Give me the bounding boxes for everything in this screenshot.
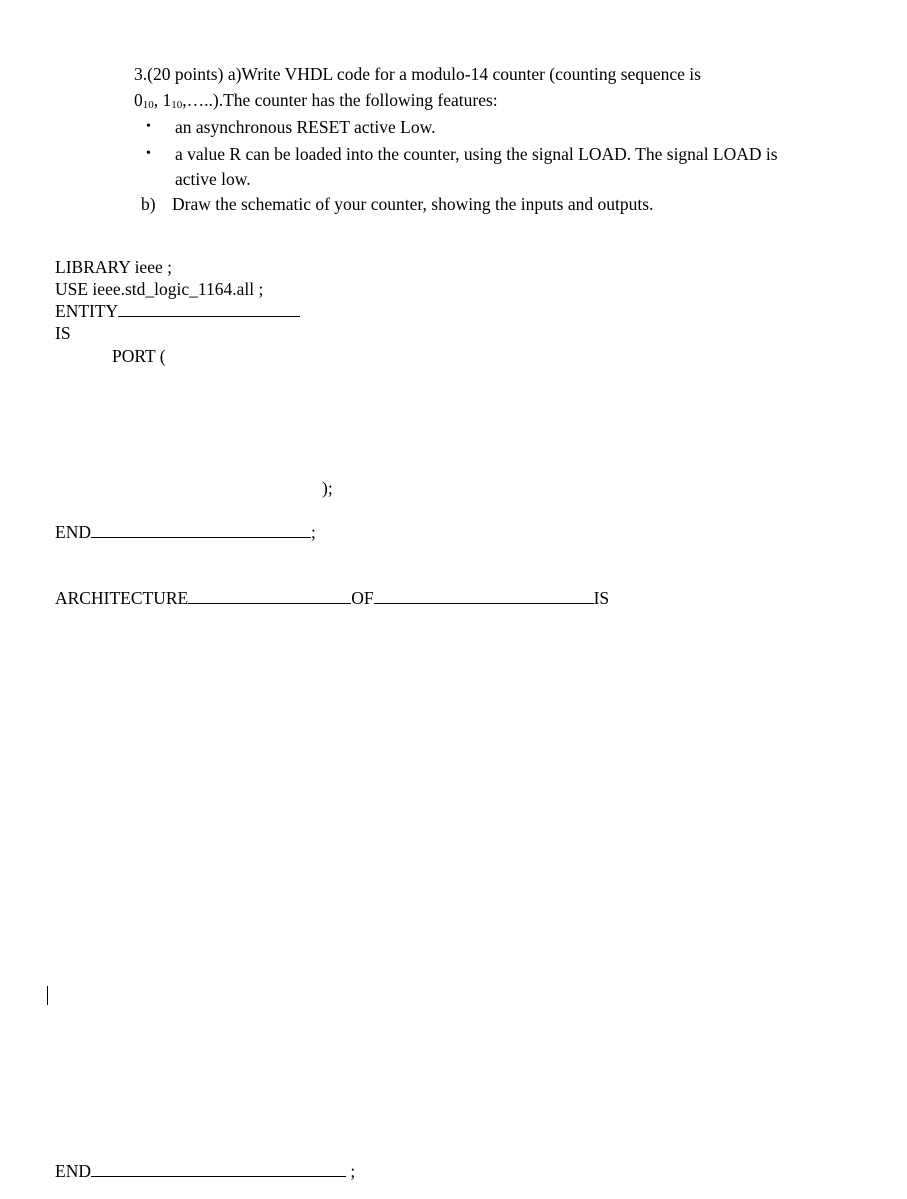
feature-reset: an asynchronous RESET active Low.	[175, 117, 436, 137]
end-keyword: END	[55, 1161, 91, 1181]
end-entity-line	[55, 522, 316, 543]
end-architecture-blank[interactable]	[91, 1175, 346, 1177]
library-line: LIBRARY ieee ;	[55, 257, 172, 277]
part-b-text: Draw the schematic of your counter, showing the inputs and outputs.	[172, 194, 654, 214]
entity-line	[55, 301, 300, 322]
sequence-rest: ,…..).The counter has the following features:	[182, 90, 498, 110]
bullet-icon: •	[146, 119, 151, 134]
port-keyword: PORT (	[112, 346, 166, 366]
feature-load-continued: active low.	[175, 169, 251, 189]
question-line-1: 3.(20 points) a)Write VHDL code for a modulo-14 counter (counting sequence is	[134, 64, 701, 84]
of-keyword: OF	[351, 588, 374, 608]
end-semicolon: ;	[310, 522, 316, 542]
text-cursor	[47, 986, 48, 1005]
end-entity-blank[interactable]	[91, 536, 311, 538]
part-b-label: b)	[141, 194, 156, 214]
end-architecture-line	[55, 1161, 355, 1182]
entity-keyword: ENTITY	[55, 301, 119, 321]
sequence-subscript-2: 10	[171, 99, 183, 111]
entity-name-blank[interactable]	[118, 315, 300, 317]
sequence-one: , 1	[153, 90, 172, 110]
question-line-2	[134, 90, 498, 112]
end-keyword: END	[55, 522, 91, 542]
use-line: USE ieee.std_logic_1164.all ;	[55, 279, 264, 299]
architecture-keyword: ARCHITECTURE	[55, 588, 189, 608]
is-keyword: IS	[55, 323, 71, 343]
feature-load: a value R can be loaded into the counter, using the signal LOAD. The signal LOAD is	[175, 144, 778, 164]
architecture-line	[55, 588, 609, 609]
sequence-subscript-1: 10	[142, 99, 154, 111]
bullet-icon: •	[146, 146, 151, 161]
end-semicolon: ;	[345, 1161, 356, 1181]
architecture-entity-blank[interactable]	[374, 602, 594, 604]
architecture-name-blank[interactable]	[188, 602, 351, 604]
sequence-zero: 0	[134, 90, 143, 110]
port-close: );	[322, 478, 333, 498]
architecture-is-keyword: IS	[593, 588, 610, 608]
